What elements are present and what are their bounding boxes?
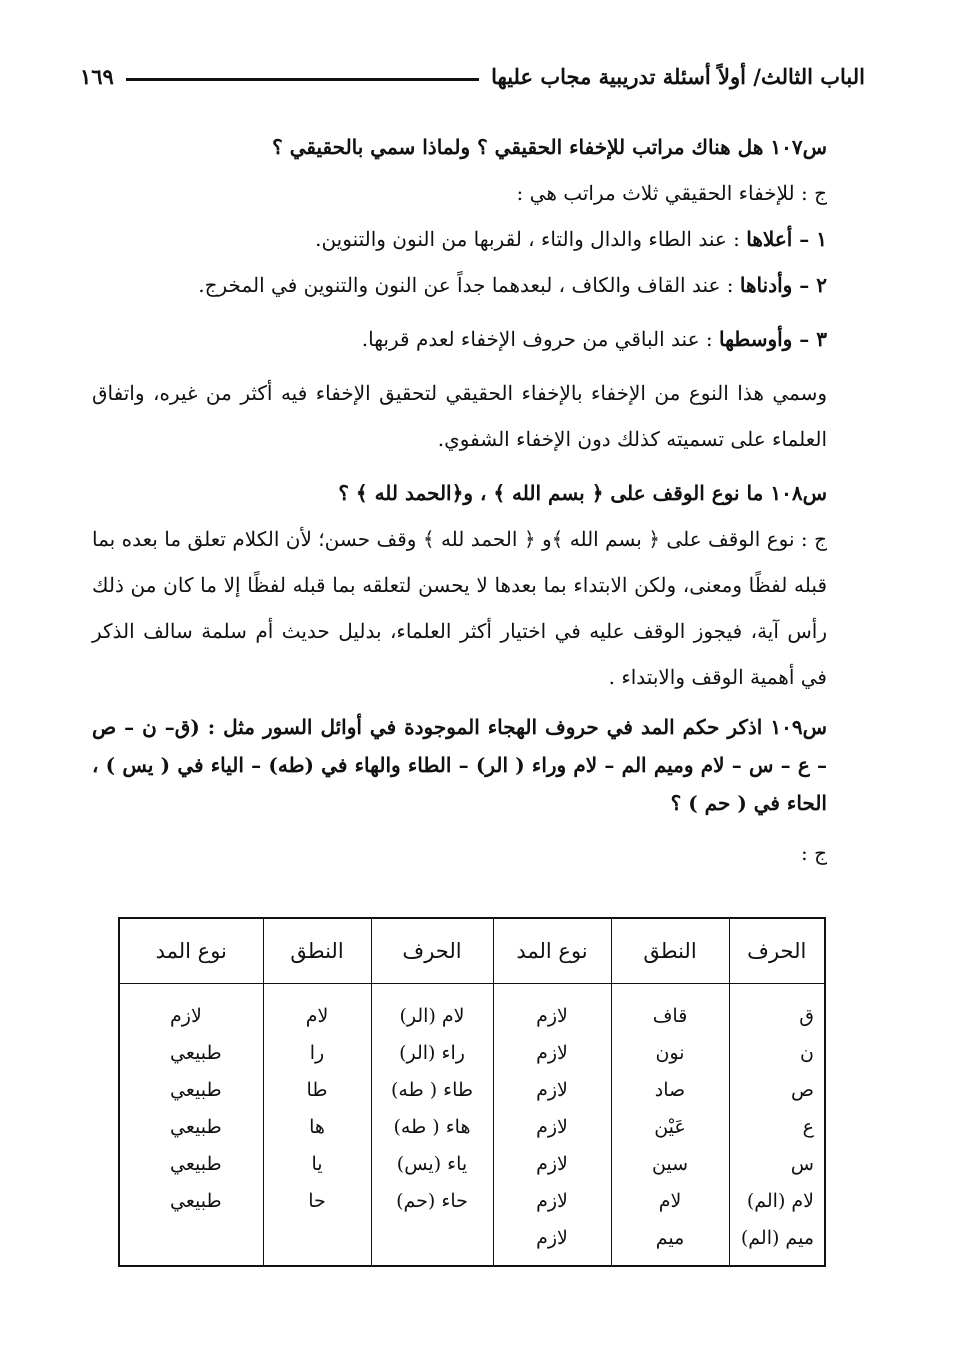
table-cell: لازم [170,1005,202,1027]
table-cell: طبيعي [170,1116,222,1138]
page-body [92,124,861,876]
rank-item-1 [92,216,861,262]
table-cell: ها [309,1116,325,1138]
table-cell: لام [658,1190,682,1212]
table-cell: را [309,1042,325,1064]
table-cell: س [790,1153,814,1175]
table-cell: لازم [536,1079,568,1101]
header-letter-2: الحرف [371,918,493,984]
table-cell: راء (الر) [399,1042,465,1064]
rank-item-3-text: : عند الباقي من حروف الإخفاء لعدم قربها. [361,327,719,351]
letter-column-1 [729,984,825,1267]
table-cell: لازم [536,1190,568,1212]
letter-column-2 [371,984,493,1267]
rank-item-3 [92,316,861,362]
table-cell: عَيْن [654,1116,686,1138]
table-cell: سين [651,1153,689,1175]
table-cell: طبيعي [170,1153,222,1175]
table-cell: هاء ( طه) [393,1116,471,1138]
header-letter-1: الحرف [729,918,825,984]
running-header [80,58,865,94]
table-header-row [119,918,825,984]
madd-letters-table [118,917,826,1267]
page-number: ١٦٩ [80,63,114,89]
header-rule [126,78,479,81]
table-cell: طبيعي [170,1042,222,1064]
table-cell: ص [791,1079,814,1101]
table-cell: لام [305,1005,329,1027]
rank-item-2-label: ٢ – وأدناها [739,273,827,297]
answer-107-intro: ج : للإخفاء الحقيقي ثلاث مراتب هي : [516,181,827,205]
explanation-107: وسمي هذا النوع من الإخفاء بالإخفاء الحقيقي لتحقيق الإخفاء فيه أكثر من غيره، واتفاق العلماء على تسميته كذلك دون الإخفاء الشفوي. [92,381,827,451]
header-madd-type-2: نوع المد [119,918,263,984]
letters-table-wrapper [120,917,826,1267]
question-108: س١٠٨ ما نوع الوقف على ﴿ بسم الله ﴾ ، و﴿الحمد لله ﴾ ؟ [338,481,827,505]
table-cell: حاء (حم) [396,1190,468,1212]
table-cell: ميم (الم) [740,1227,814,1249]
rank-item-1-label: ١ – أعلاها [746,227,827,251]
table-cell: لازم [536,1042,568,1064]
table-cell: لازم [536,1153,568,1175]
rank-item-3-label: ٣ – وأوسطها [718,327,827,351]
question-109: س١٠٩ اذكر حكم المد في حروف الهجاء الموجودة في أوائل السور مثل : (ق– ن – ص – ع – س – لام وميم الم – لام وراء ( الر) – الطاء والهاء في (طه) – الياء في ( يس ) ، الحاء في ( حم ) ؟ [92,715,827,815]
rank-item-2 [92,262,861,308]
rank-item-2-text: : عند القاف والكاف ، لبعدهما جداً عن النون والتنوين في المخرج. [198,273,740,297]
table-cell: طا [306,1079,328,1101]
table-cell: يا [311,1153,323,1175]
table-cell: لازم [536,1116,568,1138]
table-cell: ن [800,1042,814,1064]
rank-item-1-text: : عند الطاء والدال والتاء ، لقربها من النون والتنوين. [315,227,747,251]
table-cell: نون [655,1042,685,1064]
answer-108: ج : نوع الوقف على ﴿ بسم الله ﴾و ﴿ الحمد لله ﴾ وقف حسن؛ لأن الكلام تعلق ما بعده بما قبله لفظًا ومعنى، ولكن الابتداء بما بعدها لا يحسن لتعلقه بما قبله لفظًا إلا ما كان من ذلك رأس آية، فيجوز الوقف عليه في اختيار أكثر العلماء، بدليل حديث أم سلمة سالف الذكر في أهمية الوقف والابتداء . [92,527,828,689]
table-cell: ياء (يس) [396,1153,468,1175]
table-cell: صاد [654,1079,686,1101]
table-cell: لام (الر) [399,1005,465,1027]
table-cell: حا [308,1190,326,1212]
table-cell: ق [799,1005,814,1027]
header-pronunciation-1: النطق [611,918,729,984]
table-cell: ع [802,1116,814,1138]
madd-type-column-1 [493,984,611,1267]
pronunciation-column-1 [611,984,729,1267]
chapter-title: الباب الثالث/ أولاً أسئلة تدريبية مجاب عليها [491,63,865,89]
header-pronunciation-2: النطق [263,918,371,984]
table-cell: ميم [655,1227,685,1249]
pronunciation-column-2 [263,984,371,1267]
header-madd-type-1: نوع المد [493,918,611,984]
table-cell: لام (الم) [746,1190,814,1212]
table-cell: لازم [536,1227,568,1249]
answer-109-label: ج : [800,841,827,865]
table-cell: طاء ( طه) [390,1079,474,1101]
question-107: س١٠٧ هل هناك مراتب للإخفاء الحقيقي ؟ ولماذا سمي بالحقيقي ؟ [272,135,827,159]
table-cell: طبيعي [170,1190,222,1212]
table-cell: قاف [652,1005,688,1027]
table-cell: لازم [536,1005,568,1027]
madd-type-column-2 [119,984,263,1267]
table-cell: طبيعي [170,1079,222,1101]
table-body-row [119,984,825,1267]
